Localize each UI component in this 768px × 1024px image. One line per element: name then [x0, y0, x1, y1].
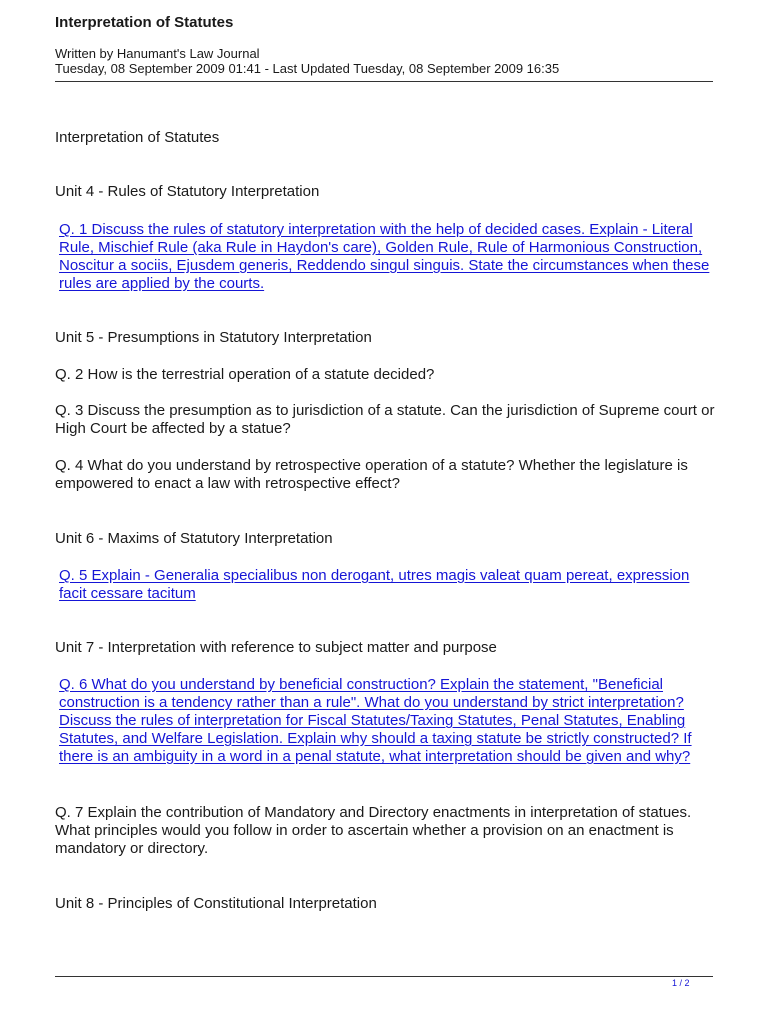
q5-block — [55, 567, 715, 603]
q1-block — [55, 221, 715, 293]
unit8-heading: Unit 8 - Principles of Constitutional Interpretation — [55, 895, 377, 912]
footer-divider — [55, 976, 713, 977]
header-divider — [55, 81, 713, 82]
date-line: Tuesday, 08 September 2009 01:41 - Last Updated Tuesday, 08 September 2009 16:35 — [55, 61, 560, 76]
q1-link[interactable]: Q. 1 Discuss the rules of statutory interpretation with the help of decided cases. Explain - Literal Rule, Mischief Rule (aka Rule in Haydon's care), Golden Rule, Rule of Harmonious Construction, Noscitur a sociis, Ejusdem generis, Reddendo singul singuis. State the circumstances when these rules are applied by the courts. — [59, 221, 710, 292]
q4-text: Q. 4 What do you understand by retrospective operation of a statute? Whether the legislature is empowered to enact a law with retrospective effect? — [55, 457, 688, 492]
unit6-heading: Unit 6 - Maxims of Statutory Interpretation — [55, 530, 333, 547]
q5-link[interactable]: Q. 5 Explain - Generalia specialibus non derogant, utres magis valeat quam pereat, expression facit cessare tacitum — [59, 567, 690, 602]
document-meta — [55, 46, 559, 76]
q7-text: Q. 7 Explain the contribution of Mandatory and Directory enactments in interpretation of statues. What principles would you follow in order to ascertain whether a provision on an enactment is mandatory or directory. — [55, 804, 692, 857]
q6-block — [55, 676, 715, 766]
intro-title: Interpretation of Statutes — [55, 129, 220, 146]
q3-text: Q. 3 Discuss the presumption as to jurisdiction of a statute. Can the jurisdiction of Supreme court or High Court be affected by a statue? — [55, 402, 715, 437]
unit7-heading: Unit 7 - Interpretation with reference to subject matter and purpose — [55, 639, 497, 656]
q6-link[interactable]: Q. 6 What do you understand by beneficial construction? Explain the statement, "Beneficial construction is a tendency rather than a rule". What do you understand by strict interpretation? Discuss the rules of interpretation for Fiscal Statutes/Taxing Statutes, Penal Statutes, Enabling Statutes, and Welfare Legislation. Explain why should a taxing statute be strictly constructed? If there is an ambiguity in a word in a penal statute, what interpretation should be given and why? — [59, 676, 692, 765]
q2-text: Q. 2 How is the terrestrial operation of a statute decided? — [55, 366, 435, 383]
page-number: 1 / 2 — [672, 978, 690, 988]
unit4-heading: Unit 4 - Rules of Statutory Interpretation — [55, 183, 320, 200]
author-line: Written by Hanumant's Law Journal — [55, 46, 260, 61]
document-title: Interpretation of Statutes — [55, 14, 234, 31]
unit5-heading: Unit 5 - Presumptions in Statutory Interpretation — [55, 329, 372, 346]
